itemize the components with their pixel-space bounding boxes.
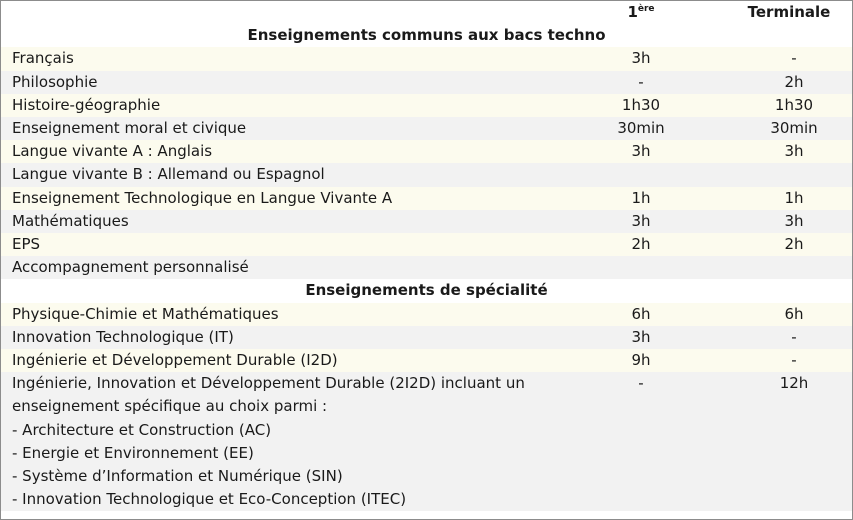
subject-cell: Mathématiques <box>1 210 546 233</box>
subject-cell: Philosophie <box>1 71 546 94</box>
header-premiere <box>546 1 736 24</box>
terminale-hours: 3h <box>736 210 852 233</box>
terminale-hours: 2h <box>736 71 852 94</box>
header-premiere-base: 1 <box>627 3 638 21</box>
section-title-row <box>1 279 852 302</box>
terminale-hours: 30min <box>736 117 852 140</box>
header-subject <box>1 1 546 24</box>
table-row <box>1 163 852 186</box>
premiere-hours: 30min <box>546 117 736 140</box>
table-row <box>1 47 852 70</box>
table-row <box>1 303 852 326</box>
premiere-hours <box>546 256 736 279</box>
subject-cell: Ingénierie et Développement Durable (I2D) <box>1 349 546 372</box>
premiere-hours: - <box>546 71 736 94</box>
terminale-hours: 2h <box>736 233 852 256</box>
table-row <box>1 233 852 256</box>
premiere-hours: 6h <box>546 303 736 326</box>
premiere-hours: 3h <box>546 47 736 70</box>
table-row <box>1 187 852 210</box>
terminale-hours: 1h30 <box>736 94 852 117</box>
subject-cell: Enseignement Technologique en Langue Vivante A <box>1 187 546 210</box>
table-row <box>1 71 852 94</box>
subject-cell-2i2d <box>1 372 546 511</box>
premiere-hours: 1h <box>546 187 736 210</box>
subject-cell: Enseignement moral et civique <box>1 117 546 140</box>
header-terminale: Terminale <box>747 3 831 21</box>
terminale-hours: 1h <box>736 187 852 210</box>
terminale-hours: - <box>736 326 852 349</box>
table-row <box>1 117 852 140</box>
table-row <box>1 94 852 117</box>
premiere-hours: 1h30 <box>546 94 736 117</box>
premiere-hours: 9h <box>546 349 736 372</box>
table-row <box>1 210 852 233</box>
table-row-2i2d <box>1 372 852 511</box>
premiere-hours: 3h <box>546 326 736 349</box>
terminale-hours: 6h <box>736 303 852 326</box>
option-itec: - Innovation Technologique et Eco-Conception (ITEC) <box>12 490 407 509</box>
premiere-hours: 2h <box>546 233 736 256</box>
subject-cell: Accompagnement personnalisé <box>1 256 546 279</box>
terminale-hours: 3h <box>736 140 852 163</box>
premiere-hours: 3h <box>546 140 736 163</box>
premiere-hours: - <box>546 372 736 511</box>
terminale-hours: 12h <box>736 372 852 511</box>
subject-cell: Histoire-géographie <box>1 94 546 117</box>
premiere-hours <box>546 163 736 186</box>
section-title-row <box>1 24 852 47</box>
premiere-hours: 3h <box>546 210 736 233</box>
table-row <box>1 140 852 163</box>
terminale-hours <box>736 163 852 186</box>
subject-cell: Langue vivante B : Allemand ou Espagnol <box>1 163 546 186</box>
terminale-hours: - <box>736 47 852 70</box>
subject-line: Ingénierie, Innovation et Développement Durable (2I2D) incluant un <box>12 374 525 393</box>
section-title: Enseignements communs aux bacs techno <box>1 24 852 47</box>
option-ac: - Architecture et Construction (AC) <box>12 420 272 439</box>
curriculum-table <box>1 1 852 511</box>
subject-cell: EPS <box>1 233 546 256</box>
subject-cell: Langue vivante A : Anglais <box>1 140 546 163</box>
option-ee: - Energie et Environnement (EE) <box>12 443 254 462</box>
table-row <box>1 326 852 349</box>
subject-line: enseignement spécifique au choix parmi : <box>12 397 328 416</box>
terminale-hours: - <box>736 349 852 372</box>
subject-cell: Français <box>1 47 546 70</box>
header-premiere-sup: ère <box>637 4 655 14</box>
subject-cell: Innovation Technologique (IT) <box>1 326 546 349</box>
section-title: Enseignements de spécialité <box>1 279 852 302</box>
terminale-hours <box>736 256 852 279</box>
table-row <box>1 256 852 279</box>
table-row <box>1 349 852 372</box>
subject-cell: Physique-Chimie et Mathématiques <box>1 303 546 326</box>
header-row <box>1 1 852 24</box>
option-sin: - Système d’Information et Numérique (SIN) <box>12 467 343 486</box>
